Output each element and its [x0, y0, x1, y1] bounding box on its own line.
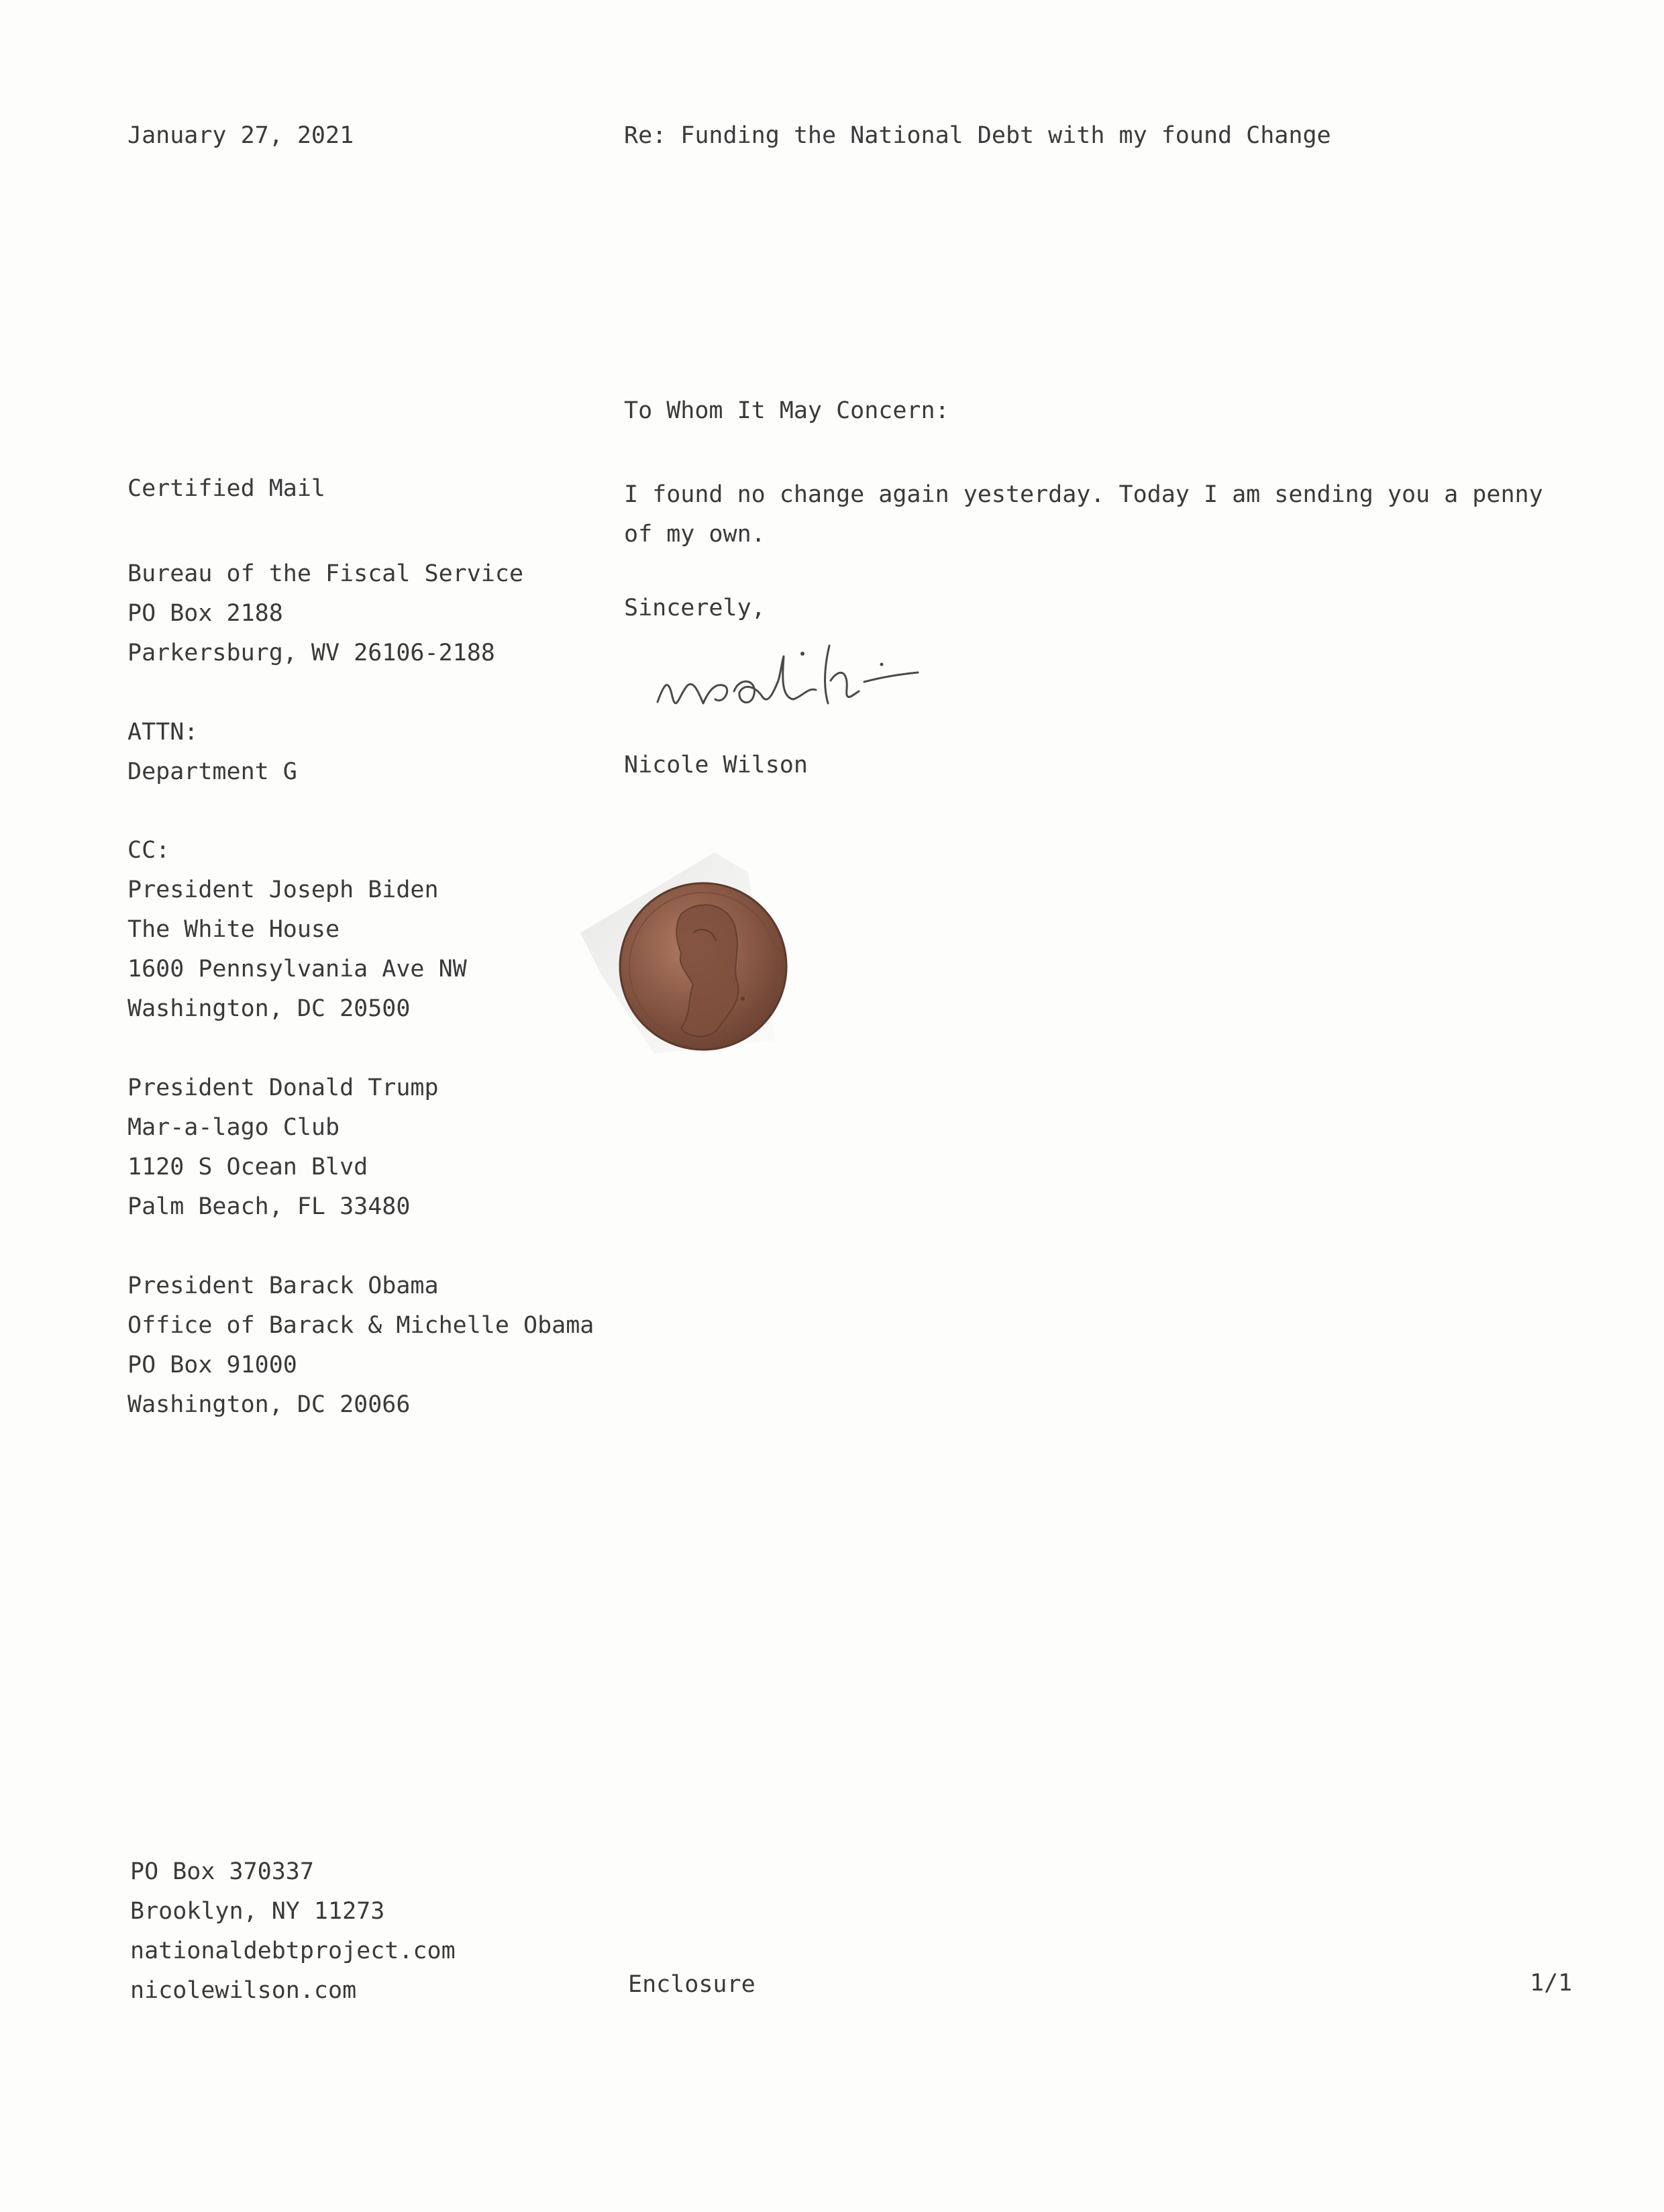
cc-name: President Joseph Biden [127, 876, 439, 903]
penny-image [574, 852, 829, 1073]
enclosure-note: Enclosure [628, 1971, 756, 1998]
closing: Sincerely, [624, 595, 766, 621]
handwritten-signature [649, 630, 998, 736]
recipient-line-1: PO Box 2188 [127, 600, 283, 627]
cc-street: 1120 S Ocean Blvd [127, 1154, 368, 1180]
subject-line: Re: Funding the National Debt with my found Change [624, 122, 1331, 149]
cc-name: President Barack Obama [127, 1272, 439, 1299]
letter-date: January 27, 2021 [127, 122, 354, 149]
salutation: To Whom It May Concern: [624, 397, 949, 424]
signer-name: Nicole Wilson [624, 752, 808, 778]
cc-name: President Donald Trump [127, 1074, 439, 1101]
cc-org: Office of Barack & Michelle Obama [127, 1312, 594, 1339]
cc-block [127, 831, 594, 1425]
delivery-method: Certified Mail [127, 475, 326, 502]
page-number: 1/1 [1530, 1970, 1573, 1997]
attn-value: Department G [127, 758, 297, 785]
letter-body: I found no change again yesterday. Today I am sending you a penny of my own. [624, 481, 1543, 548]
recipient-address [127, 554, 523, 673]
attn-block [127, 713, 297, 792]
cc-org: Mar-a-lago Club [127, 1114, 340, 1141]
cc-city: Palm Beach, FL 33480 [127, 1193, 411, 1220]
sender-line: Brooklyn, NY 11273 [130, 1898, 385, 1925]
sender-line: PO Box 370337 [130, 1858, 314, 1885]
attn-label: ATTN: [127, 719, 199, 746]
sender-website[interactable]: nicolewilson.com [130, 1977, 357, 2004]
cc-city: Washington, DC 20500 [127, 995, 411, 1022]
cc-street: PO Box 91000 [127, 1352, 297, 1378]
recipient-line-2: Parkersburg, WV 26106-2188 [127, 640, 495, 666]
cc-city: Washington, DC 20066 [127, 1391, 411, 1418]
sender-address [130, 1852, 456, 2011]
recipient-name: Bureau of the Fiscal Service [127, 560, 524, 587]
cc-org: The White House [127, 916, 340, 943]
sender-website[interactable]: nationaldebtproject.com [130, 1938, 456, 1964]
cc-label: CC: [127, 837, 170, 864]
cc-street: 1600 Pennsylvania Ave NW [127, 956, 467, 983]
